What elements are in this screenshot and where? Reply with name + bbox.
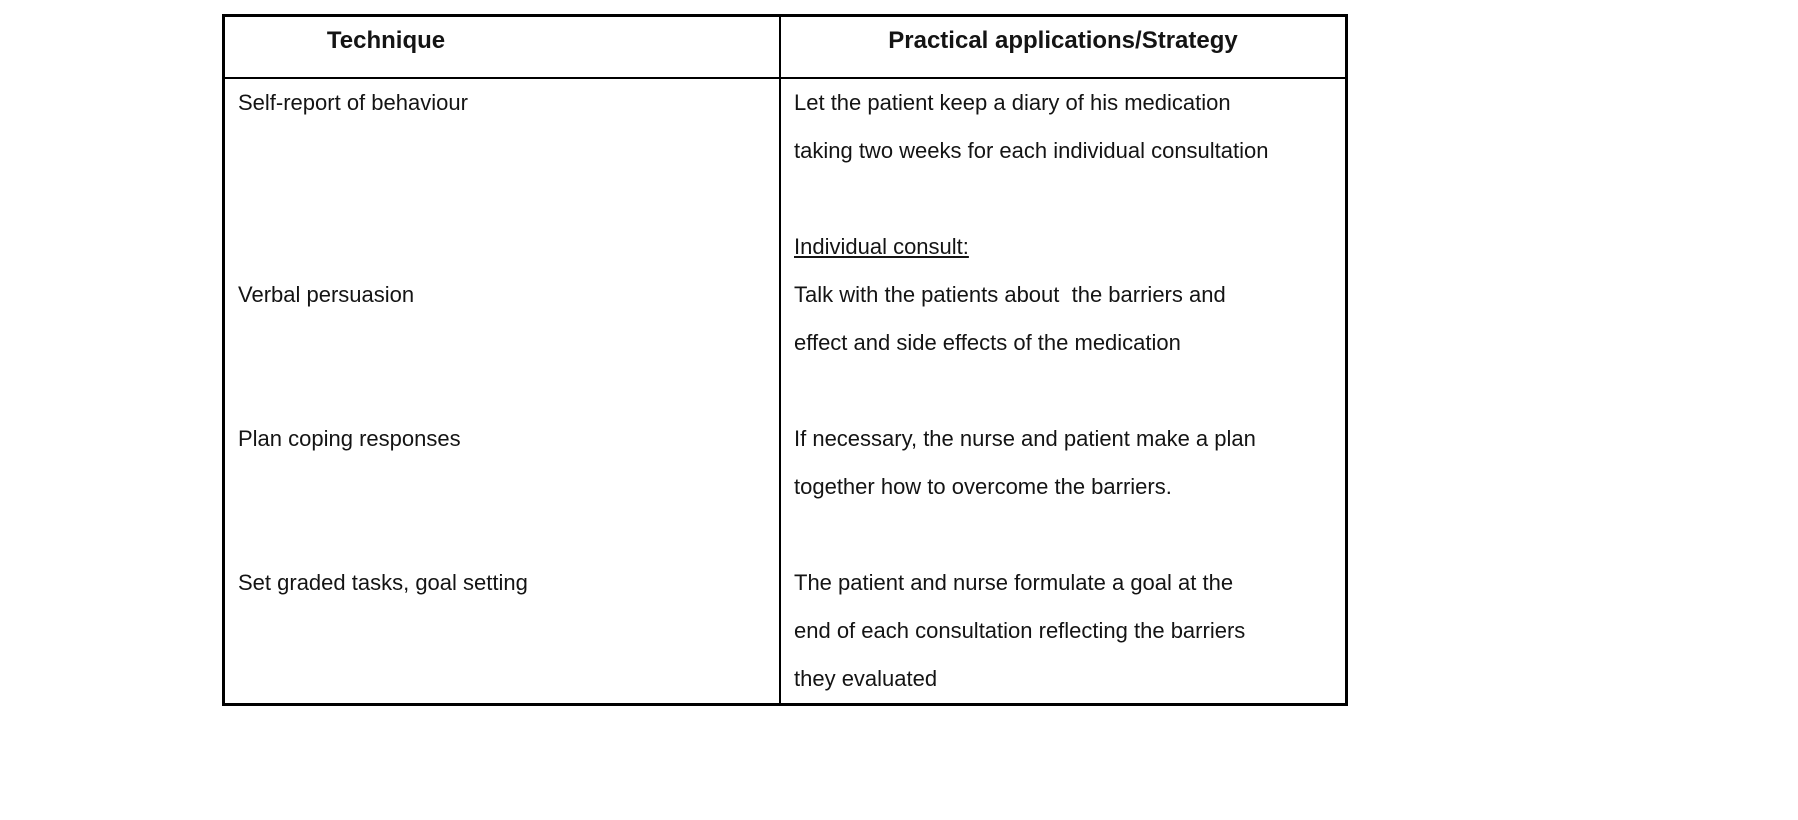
strategy-line: Let the patient keep a diary of his medication [794, 90, 1231, 115]
column-header-strategy: Practical applications/Strategy [888, 27, 1238, 54]
technique-cell-empty [225, 127, 781, 175]
table-row [225, 319, 1345, 367]
technique-self-report: Self-report of behaviour [225, 79, 781, 127]
table-row [225, 559, 1345, 607]
technique-plan-coping-responses: Plan coping responses [225, 415, 781, 463]
technique-cell-empty [225, 511, 781, 559]
strategy-line: effect and side effects of the medication [794, 330, 1181, 355]
table-row [225, 511, 1345, 559]
strategy-line: together how to overcome the barriers. [794, 474, 1172, 499]
strategy-line: Talk with the patients about the barriers and [794, 282, 1226, 307]
technique-cell-empty [225, 607, 781, 655]
table-row [225, 79, 1345, 127]
technique-cell-empty [225, 463, 781, 511]
table-row [225, 415, 1345, 463]
table-row [225, 127, 1345, 175]
table-row [225, 607, 1345, 655]
table-row [225, 271, 1345, 319]
strategy-line: If necessary, the nurse and patient make a plan [794, 426, 1256, 451]
table-row [225, 175, 1345, 223]
strategy-line-blank [781, 175, 1345, 223]
techniques-strategy-table [222, 14, 1348, 706]
strategy-line: taking two weeks for each individual consultation [794, 138, 1269, 163]
strategy-line: they evaluated [794, 666, 938, 691]
table-header-row [225, 17, 1345, 79]
technique-cell-empty [225, 319, 781, 367]
strategy-line: end of each consultation reflecting the barriers [794, 618, 1246, 643]
technique-set-graded-tasks: Set graded tasks, goal setting [225, 559, 781, 607]
strategy-individual-consult-heading: Individual consult: [794, 234, 969, 259]
strategy-line: The patient and nurse formulate a goal at the [794, 570, 1234, 595]
technique-cell-empty [225, 655, 781, 703]
technique-cell-empty [225, 223, 781, 271]
table-row [225, 223, 1345, 271]
technique-cell-empty [225, 175, 781, 223]
table-body [225, 79, 1345, 703]
strategy-line-blank [781, 367, 1345, 415]
technique-cell-empty [225, 367, 781, 415]
column-header-technique: Technique [225, 17, 781, 77]
strategy-line-blank [781, 511, 1345, 559]
table-row [225, 463, 1345, 511]
table-row [225, 367, 1345, 415]
technique-verbal-persuasion: Verbal persuasion [225, 271, 781, 319]
table-row [225, 655, 1345, 703]
